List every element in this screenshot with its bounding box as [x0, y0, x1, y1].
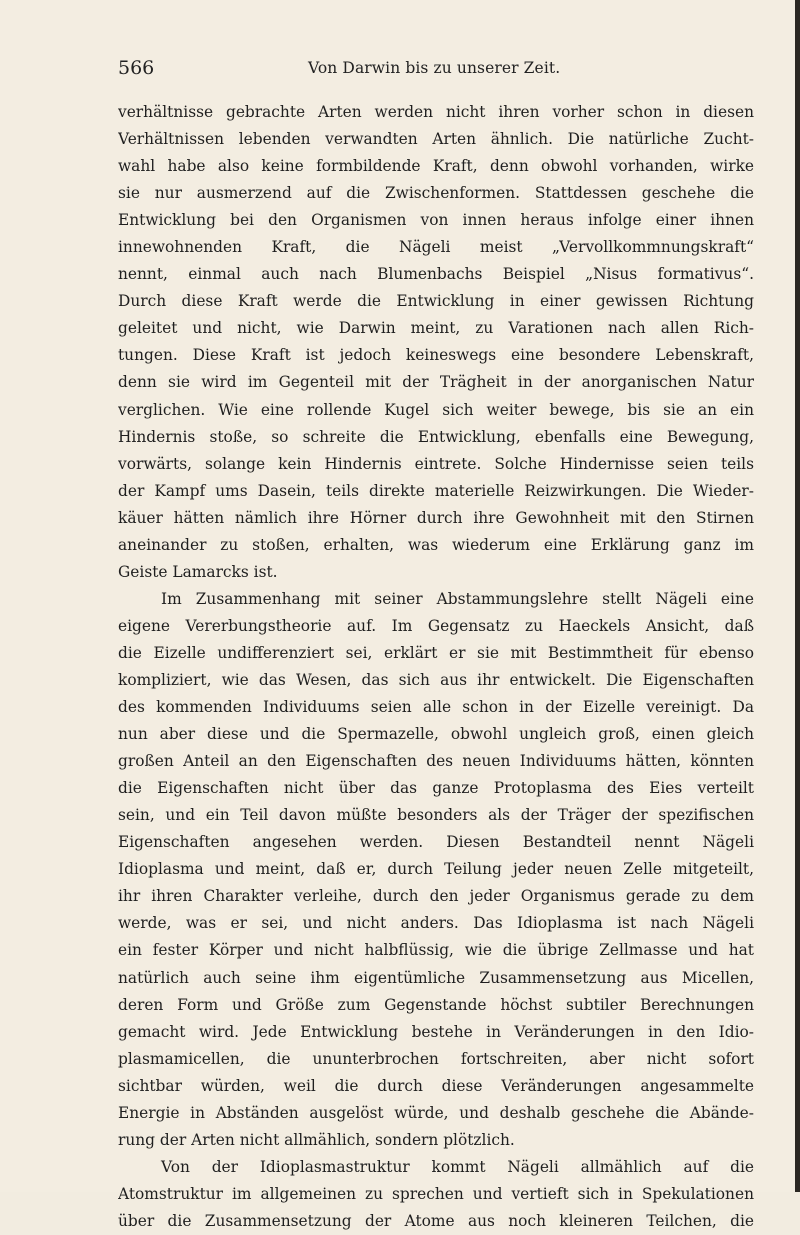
text-line: Von der Idioplasmastruktur kommt Nägeli allmählich auf die: [161, 1157, 754, 1176]
text-line: tungen. Diese Kraft ist jedoch keineswegs eine besondere Lebenskraft,: [118, 346, 754, 365]
text-line: ihr ihren Charakter verleihe, durch den jeder Organismus gerade zu dem: [118, 887, 754, 906]
text-line: käuer hätten nämlich ihre Hörner durch ihre Gewohnheit mit den Stirnen: [118, 508, 754, 527]
text-line: Energie in Abständen ausgelöst würde, und deshalb geschehe die Abände-: [118, 1103, 754, 1122]
text-line: Durch diese Kraft werde die Entwicklung in einer gewissen Richtung: [118, 292, 754, 311]
text-line: Eigenschaften angesehen werden. Diesen Bestandteil nennt Nägeli: [118, 833, 754, 852]
text-line: über die Zusammensetzung der Atome aus noch kleineren Teilchen, die: [118, 1211, 754, 1230]
text-line: die Eigenschaften nicht über das ganze Protoplasma des Eies verteilt: [118, 779, 754, 798]
text-line: eigene Vererbungstheorie auf. Im Gegensatz zu Haeckels Ansicht, daß: [118, 616, 754, 635]
text-line: Geiste Lamarcks ist.: [118, 562, 278, 581]
text-line: innewohnenden Kraft, die Nägeli meist „Vervollkommnungskraft“: [118, 238, 754, 257]
page-edge-shadow: [795, 0, 800, 1192]
text-line: Verhältnissen lebenden verwandten Arten ähnlich. Die natürliche Zucht-: [118, 130, 754, 149]
text-line: Hindernis stoße, so schreite die Entwicklung, ebenfalls eine Bewegung,: [118, 427, 754, 446]
text-line: die Eizelle undifferenziert sei, erklärt er sie mit Bestimmtheit für ebenso: [118, 643, 754, 662]
text-line: deren Form und Größe zum Gegenstande höchst subtiler Berechnungen: [118, 995, 754, 1014]
text-line: wahl habe also keine formbildende Kraft, denn obwohl vorhanden, wirke: [118, 157, 754, 176]
text-line: aneinander zu stoßen, erhalten, was wiederum eine Erklärung ganz im: [118, 535, 754, 554]
text-line: vorwärts, solange kein Hindernis eintrete. Solche Hindernisse seien teils: [118, 454, 754, 473]
text-line: nun aber diese und die Spermazelle, obwohl ungleich groß, einen gleich: [118, 725, 754, 744]
text-line: sie nur ausmerzend auf die Zwischenformen. Stattdessen geschehe die: [118, 184, 754, 203]
text-line: Entwicklung bei den Organismen von innen heraus infolge einer ihnen: [118, 211, 754, 230]
text-line: verhältnisse gebrachte Arten werden nicht ihren vorher schon in diesen: [118, 103, 754, 121]
page-number: 566: [118, 57, 155, 79]
page-header: [118, 57, 754, 85]
text-line: werde, was er sei, und nicht anders. Das Idioplasma ist nach Nägeli: [118, 914, 754, 933]
text-line: Idioplasma und meint, daß er, durch Teilung jeder neuen Zelle mitgeteilt,: [118, 860, 754, 879]
text-line: der Kampf ums Dasein, teils direkte materielle Reizwirkungen. Die Wieder-: [118, 481, 754, 500]
text-line: gemacht wird. Jede Entwicklung bestehe in Veränderungen in den Idio-: [118, 1022, 754, 1041]
text-line: rung der Arten nicht allmählich, sondern plötzlich.: [118, 1130, 515, 1149]
text-line: des kommenden Individuums seien alle schon in der Eizelle vereinigt. Da: [118, 698, 754, 717]
text-line: denn sie wird im Gegenteil mit der Trägheit in der anorganischen Natur: [118, 373, 754, 392]
text-line: nennt, einmal auch nach Blumenbachs Beispiel „Nisus formativus“.: [118, 265, 754, 284]
text-line: natürlich auch seine ihm eigentümliche Zusammensetzung aus Micellen,: [118, 968, 754, 987]
text-line: kompliziert, wie das Wesen, das sich aus ihr entwickelt. Die Eigenschaften: [118, 670, 754, 689]
text-line: geleitet und nicht, wie Darwin meint, zu Varationen nach allen Rich-: [118, 319, 754, 338]
text-line: verglichen. Wie eine rollende Kugel sich weiter bewege, bis sie an ein: [118, 400, 754, 419]
text-line: großen Anteil an den Eigenschaften des neuen Individuums hätten, könnten: [118, 752, 754, 771]
running-head: Von Darwin bis zu unserer Zeit.: [308, 59, 561, 77]
text-line: sein, und ein Teil davon müßte besonders als der Träger der spezifischen: [118, 806, 754, 825]
text-line: Im Zusammenhang mit seiner Abstammungslehre stellt Nägeli eine: [161, 589, 754, 608]
body-text: [118, 99, 754, 1235]
text-line: ein fester Körper und nicht halbflüssig, wie die übrige Zellmasse und hat: [118, 941, 754, 960]
text-line: Atomstruktur im allgemeinen zu sprechen und vertieft sich in Spekulationen: [118, 1184, 754, 1203]
text-line: sichtbar würden, weil die durch diese Veränderungen angesammelte: [118, 1076, 754, 1095]
text-line: plasmamicellen, die ununterbrochen fortschreiten, aber nicht sofort: [118, 1049, 754, 1068]
